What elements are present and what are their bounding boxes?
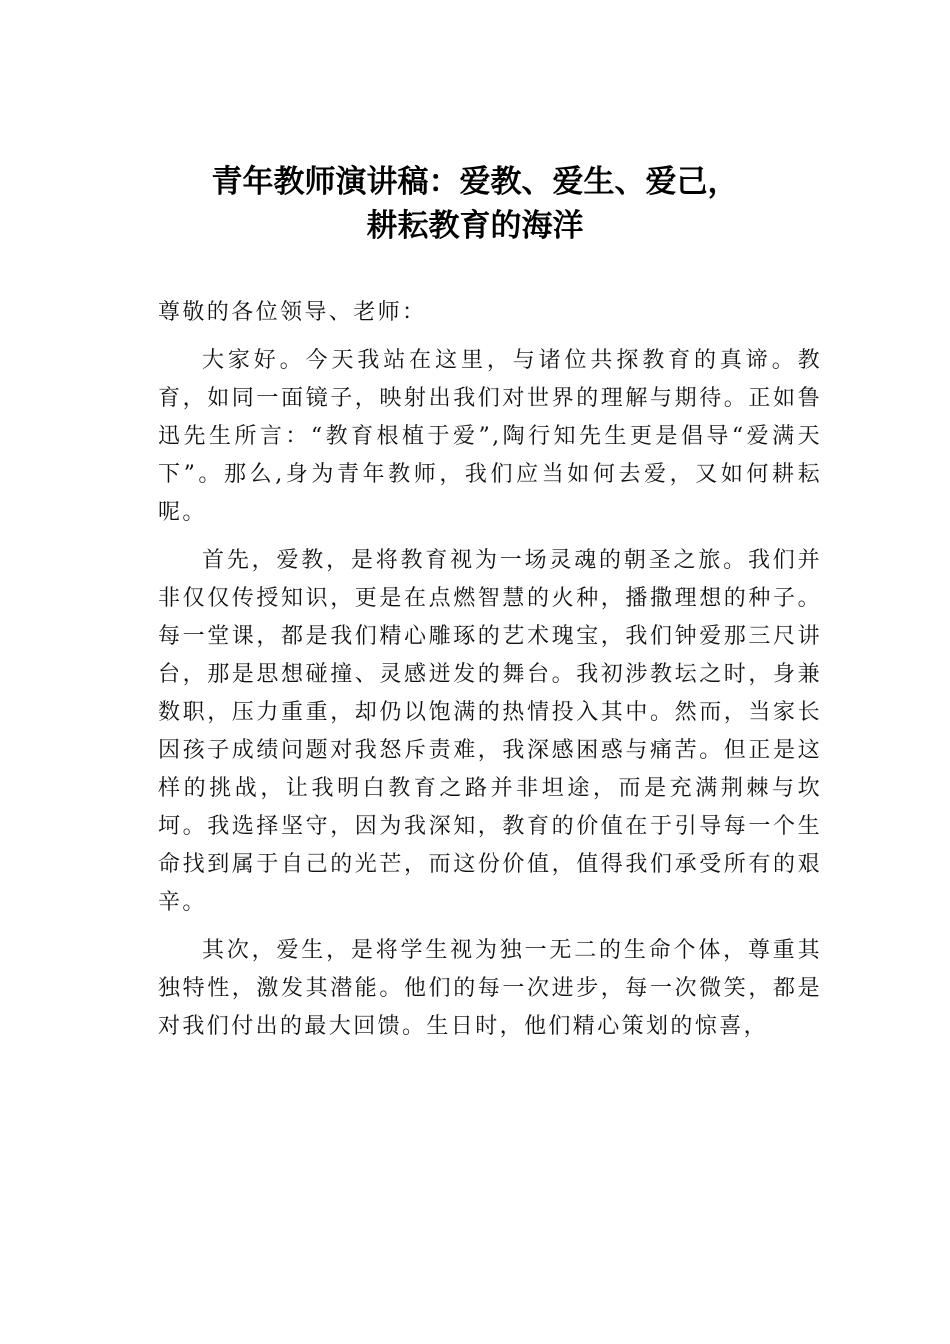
document-title: [120, 160, 830, 248]
salutation: 尊敬的各位领导、老师：: [158, 300, 427, 325]
title-line-2: 耕耘教育的海洋: [366, 208, 584, 244]
paragraph-love-students: 其次，爱生，是将学生视为独一无二的生命个体，尊重其独特性，激发其潜能。他们的每一次进步，每一次微笑，都是对我们付出的最大回馈。生日时，他们精心策划的惊喜，: [158, 938, 822, 1039]
paragraph-love-teaching: 首先，爱教，是将教育视为一场灵魂的朝圣之旅。我们并非仅仅传授知识，更是在点燃智慧的火种，播撒理想的种子。每一堂课，都是我们精心雕琢的艺术瑰宝，我们钟爱那三尺讲台，那是思想碰撞、灵感迸发的舞台。我初涉教坛之时，身兼数职，压力重重，却仍以饱满的热情投入其中。然而，当家长因孩子成绩问题对我怒斥责难，我深感困惑与痛苦。但正是这样的挑战，让我明白教育之路并非坦途，而是充满荆棘与坎坷。我选择坚守，因为我深知，教育的价值在于引导每一个生命找到属于自己的光芒，而这份价值，值得我们承受所有的艰辛。: [158, 548, 822, 915]
title-line-1: 青年教师演讲稿：爱教、爱生、爱己，: [211, 164, 739, 200]
paragraph-greeting: 大家好。今天我站在这里，与诸位共探教育的真谛。教育，如同一面镜子，映射出我们对世界的理解与期待。正如鲁迅先生所言：“教育根植于爱”,陶行知先生更是倡导“爱满天下”。那么,身为青年教师，我们应当如何去爱，又如何耕耘呢。: [158, 348, 822, 525]
document-body: [158, 294, 822, 1056]
